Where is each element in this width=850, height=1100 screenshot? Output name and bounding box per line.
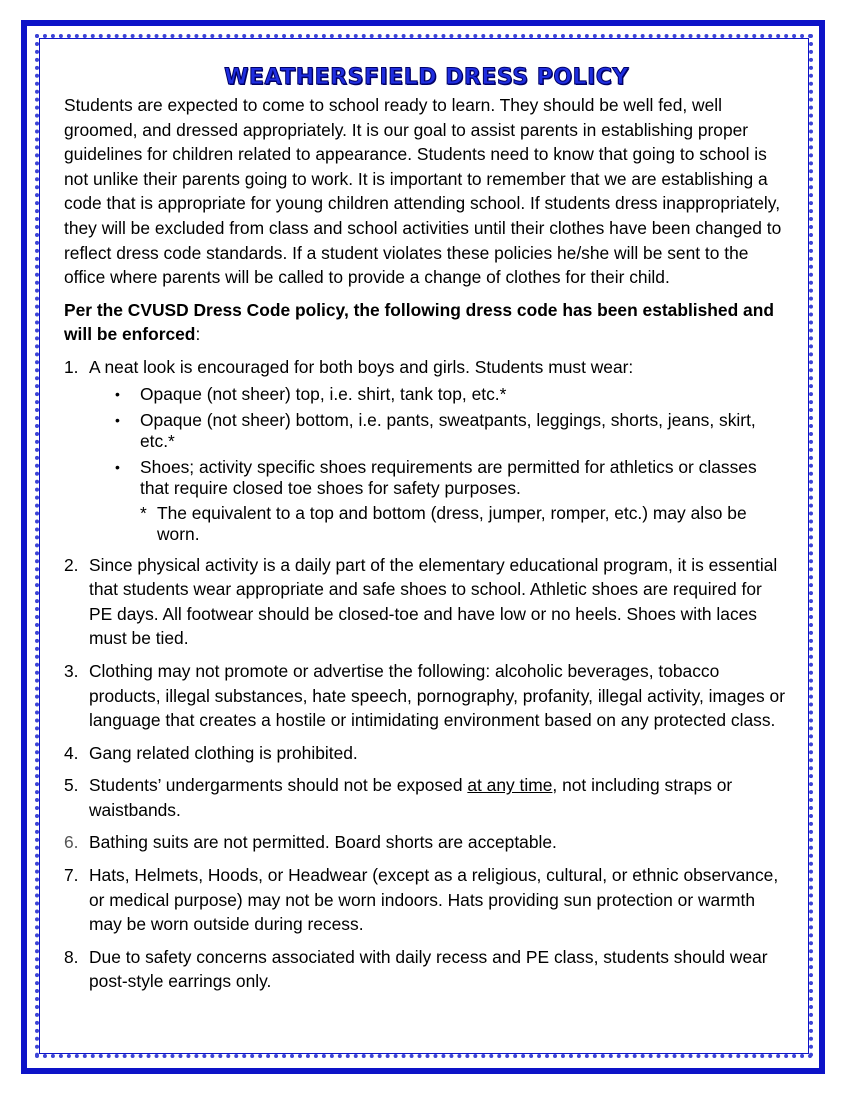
bullet-icon: • [115,458,120,475]
rule-number: 5. [64,775,79,796]
enforcement-statement-bold: Per the CVUSD Dress Code policy, the following dress code has been established and will be enforced [64,299,774,345]
bullet-icon: • [115,411,120,428]
rule-text-underlined: at any time [467,775,553,796]
rule-number: 7. [64,865,79,886]
intro-paragraph: Students are expected to come to school ready to learn. They should be well fed, well groomed, and dressed appropriately. It is our goal to assist parents in establishing proper guidelines for children related to appearance. Students need to know that going to school is not unlike their parents going to work. It is important to remember that we are establishing a code that is appropriate for young children attending school. If students dress inappropriately, they will be excluded from class and school activities until their clothes have been changed to reflect dress code standards. If a student violates these policies he/she will be sent to the office where parents will be called to provide a change of clothes for their child. [64,95,782,288]
rule-item-1 [64,355,789,545]
bullet-icon: • [115,385,120,402]
rule-number: 1. [64,356,79,377]
rule-number: 6. [64,832,79,853]
list-item [89,384,789,405]
rule-text: A neat look is encouraged for both boys and girls. Students must wear: [89,356,634,377]
rule-item-6 [64,830,789,855]
rule-text: Gang related clothing is prohibited. [89,742,358,763]
rule-number: 4. [64,742,79,763]
enforcement-statement-colon: : [195,324,201,345]
footnote-text: The equivalent to a top and bottom (dress, jumper, romper, etc.) may also be worn. [157,502,747,544]
footnote-mark: * [140,502,147,523]
clothing-footnote [89,503,789,545]
list-item-text: Shoes; activity specific shoes requirements are permitted for athletics or classes that require closed toe shoes for safety purposes. [140,456,757,498]
rule-item-2 [64,553,789,651]
rule-text: Clothing may not promote or advertise the following: alcoholic beverages, tobacco products, illegal substances, hate speech, pornography, profanity, illegal activity, images or language that creates a hostile or intimidating environment based on any protected class. [89,660,785,731]
rule-number: 3. [64,660,79,681]
rule-number: 2. [64,554,79,575]
page-title: WEATHERSFIELD DRESS POLICY [224,65,629,90]
rule-text-end: , not including straps or waistbands. [89,775,733,820]
rule-text: Bathing suits are not permitted. Board shorts are acceptable. [89,832,557,853]
enforcement-statement [64,298,789,347]
rule-text-start: Students’ undergarments should not be exposed [89,775,468,796]
rule-item-7 [64,863,789,937]
rule-text: Since physical activity is a daily part of the elementary educational program, it is essential that students wear appropriate and safe shoes to school. Athletic shoes are required for PE days. All footwear should be closed-toe and have low or no heels. Shoes with laces must be tied. [89,554,778,649]
list-item-text: Opaque (not sheer) top, i.e. shirt, tank top, etc.* [140,383,507,404]
rules-list [64,355,789,994]
rule-item-8 [64,945,789,994]
rule-item-5 [64,773,789,822]
document-body [64,58,789,1002]
rule-text: Due to safety concerns associated with daily recess and PE class, students should wear post-style earrings only. [89,946,768,992]
rule-item-4 [64,741,789,766]
list-item [89,457,789,499]
required-clothing-list [89,384,789,499]
rule-text: Hats, Helmets, Hoods, or Headwear (except as a religious, cultural, or ethnic observance, or medical purpose) may not be worn indoors. Hats providing sun protection or warmth may be worn outside during recess. [89,865,779,935]
list-item [89,410,789,452]
rule-item-3 [64,659,789,733]
list-item-text: Opaque (not sheer) bottom, i.e. pants, sweatpants, leggings, shorts, jeans, skirt, etc.* [140,409,756,451]
rule-number: 8. [64,946,79,967]
